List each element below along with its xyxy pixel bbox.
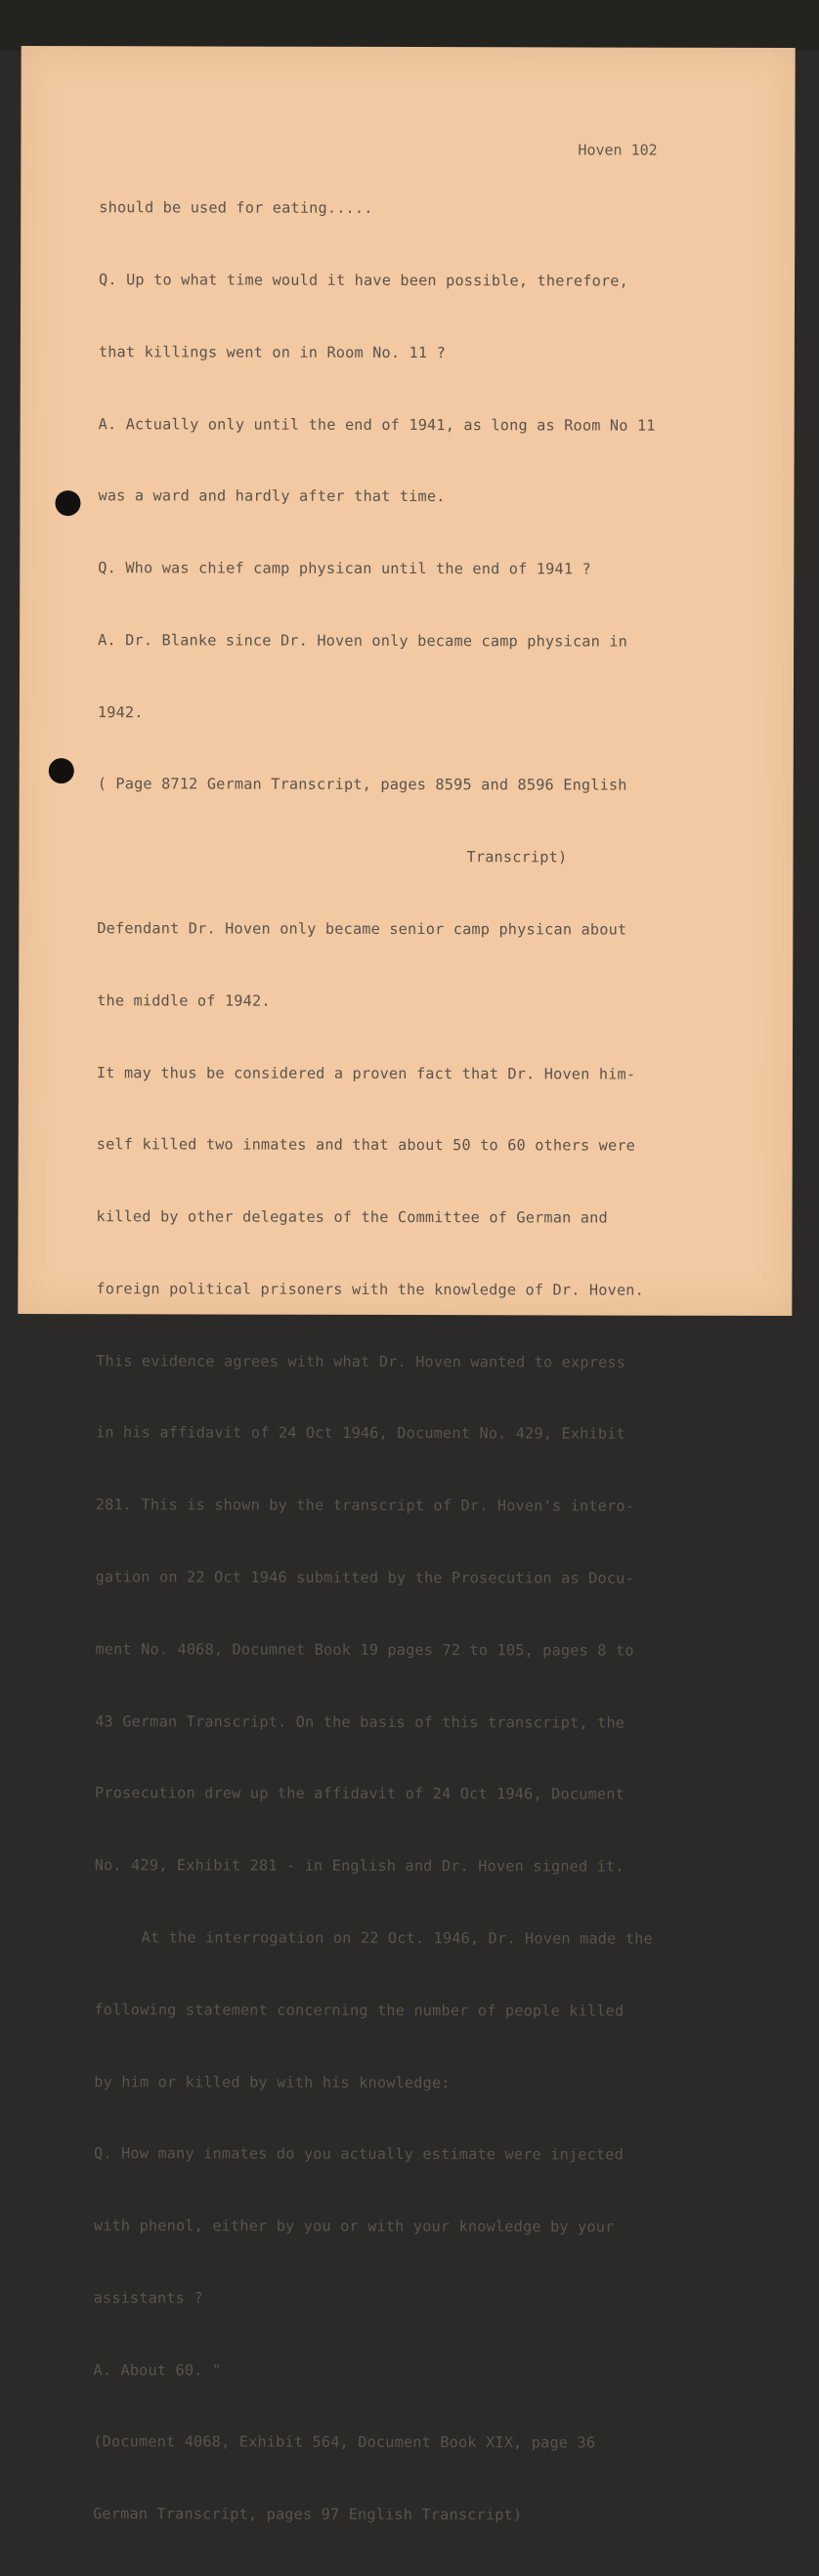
text-line: A. Dr. Blanke since Dr. Hoven only became camp physican in [98,631,628,651]
text-line: killed by other delegates of the Committee of German and [96,1207,608,1227]
text-line: Transcript) [466,848,568,866]
text-line: gation on 22 Oct 1946 submitted by the Prosecution as Docu- [95,1568,634,1587]
punch-hole [55,490,80,516]
text-line: foreign political prisoners with the knowledge of Dr. Hoven. [96,1280,645,1299]
text-line: 43 German Transcript. On the basis of this transcript, the [95,1711,625,1732]
text-line: Q. Who was chief camp physican until the end of 1941 ? [98,559,591,578]
typed-text-body [93,148,764,2576]
text-line: 281. This is shown by the transcript of Dr. Hoven's intero- [95,1496,635,1515]
text-line: No. 429, Exhibit 281 - in English and Dr. Hoven signed it. [94,1856,625,1876]
text-line: A. About 60. " [93,2360,222,2380]
text-line: A. Actually only until the end of 1941, as long as Room No 11 [98,414,656,435]
text-line: ( Page 8712 German Transcript, pages 8595 and 8596 English [97,775,627,795]
text-line: with phenol, either by you or with your knowledge by your [93,2217,615,2236]
text-line: self killed two inmates and that about 50 to 60 others were [96,1135,636,1155]
text-line: following statement concerning the number of people killed [94,2000,625,2020]
document-page [18,46,795,2524]
text-line: ment No. 4068, Documnet Book 19 pages 72 to 105, pages 8 to [95,1639,634,1660]
text-line: assistants ? [93,2289,203,2307]
text-line: At the interrogation on 22 Oct. 1946, Dr. Hoven made the [141,1928,653,1948]
text-line: Q. Up to what time would it have been possible, therefore, [99,271,629,290]
text-line: that killings went on in Room No. 11 ? [98,342,446,361]
text-line: in his affidavit of 24 Oct 1946, Document No. 429, Exhibit [95,1423,625,1444]
text-line: German Transcript, pages 97 English Transcript) [93,2505,523,2524]
scan-background [0,0,819,51]
page-reference: Hoven 102 [578,141,658,159]
punch-hole [49,758,74,783]
text-line: It may thus be considered a proven fact that Dr. Hoven him- [96,1063,636,1083]
text-line: (Document 4068, Exhibit 564, Document Book XIX, page 36 [93,2432,596,2452]
text-line: was a ward and hardly after that time. [98,486,446,506]
text-line: Q. How many inmates do you actually estimate were injected [94,2144,625,2164]
text-line: should be used for eating..... [99,198,373,218]
text-line: This evidence agrees with what Dr. Hoven wanted to express [96,1351,626,1372]
text-line: Prosecution drew up the affidavit of 24 Oct 1946, Document [94,1784,625,1803]
text-line: Defendant Dr. Hoven only became senior camp physican about [97,919,627,939]
text-line: by him or killed by with his knowledge: [94,2072,451,2091]
text-line: 1942. [97,702,144,721]
text-line: the middle of 1942. [97,991,271,1010]
